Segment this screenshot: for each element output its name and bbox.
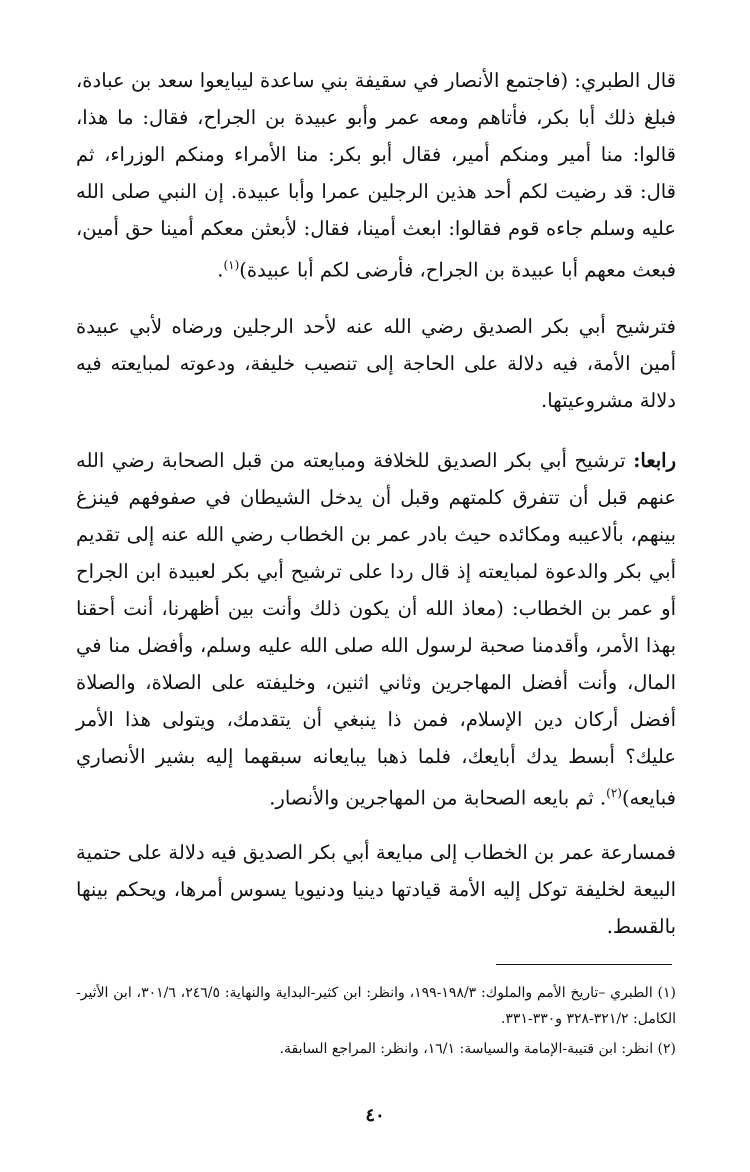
footnote-ref: (٢)	[606, 786, 622, 800]
footnote-ref: (١)	[223, 258, 240, 272]
paragraph-text: ترشيح أبي بكر الصديق للخلافة ومبايعته من قبل الصحابة رضي الله عنهم قبل أن تتفرق كلمتهم وقبل أن يدخل الشيطان في صفوفهم فينزغ بينهم، بألاعيبه ومكائده حيث بادر عمر بن الخطاب رضي الله عنه إلى تقديم أبي بكر والدعوة لمبايعته إذ قال ردا على ترشيح أبي بكر لعبيدة ابن الجراح أو عمر بن الخطاب: (معاذ الله أن يكون ذلك وأنت بين أظهرنا، أنت أحقنا بهذا الأمر، وأقدمنا صحبة لرسول الله صلى الله عليه وسلم، وأفضل منا في المال، وأنت أفضل المهاجرين وثاني اثنين، وخليفته على الصلاة، والصلاة أفضل أركان دين الإسلام، فمن ذا ينبغي أن يتقدمك، ويتولى هذا الأمر عليك؟ أبسط يدك أبايعك، فلما ذهبا يبايعانه سبقهما إليه بشير الأنصاري فبايعه)	[76, 449, 676, 810]
footnote-1: (١) الطبري –تاريخ الأمم والملوك: ١٩٨/٣-١٩٩، وانظر: ابن كثير-البداية والنهاية: ٢٤٦/٥، ٣٠١/٦، ابن الأثير-الكامل: ٣٢١/٢-٣٢٨ و٣٣٠-٣٣١.	[76, 985, 676, 1027]
paragraph-conclusion	[76, 834, 676, 945]
footnote-divider	[496, 964, 672, 965]
paragraph-label: رابعا:	[633, 449, 676, 472]
paragraph-tabari-quote: قال الطبري: (فاجتمع الأنصار في سقيفة بني ساعدة ليبايعوا سعد بن عبادة، فبلغ ذلك أبا بكر، فأتاهم ومعه عمر وأبو عبيدة بن الجراح، فقال: ما هذا، قالوا: منا أمير ومنكم أمير، فقال أبو بكر: منا الأمراء ومنكم الوزراء، ثم قال: قد رضيت لكم أحد هذين الرجلين عمرا وأبا عبيدة. إن النبي صلى الله عليه وسلم جاءه قوم فقالوا: ابعث أمينا، فقال: لأبعثن معكم أمينا حق أمين، فبعث معهم أبا عبيدة بن الجراح، فأرضى لكم أبا عبيدة)$^{(١)}$.	[76, 69, 676, 282]
paragraph-nomination	[76, 308, 676, 419]
footnotes	[76, 980, 676, 1066]
paragraph-text: فمسارعة عمر بن الخطاب إلى مبايعة أبي بكر الصديق فيه دلالة على حتمية البيعة لخليفة توكل إليه الأمة قيادتها دينيا ودنيويا يسوس أمرها، ويحكم بينها بالقسط.	[76, 841, 676, 938]
paragraph-fourth	[76, 442, 676, 817]
footnote-2: (٢) انظر: ابن قتيبة-الإمامة والسياسة: ١٦/١، وانظر: المراجع السابقة.	[279, 1041, 676, 1057]
page-number: ٤٠	[365, 1105, 385, 1126]
paragraph-text: فترشيح أبي بكر الصديق رضي الله عنه لأحد الرجلين ورضاه لأبي عبيدة أمين الأمة، فيه دلالة على الحاجة إلى تنصيب خليفة، ودعوته لمبايعته فيه دلالة مشروعيتها.	[76, 315, 676, 412]
paragraph-text: قال الطبري: (فاجتمع الأنصار في سقيفة بني ساعدة ليبايعوا سعد بن عبادة، فبلغ ذلك أبا بكر، فأتاهم ومعه عمر وأبو عبيدة بن الجراح، فقال: ما هذا، قالوا: منا أمير ومنكم أمير، فقال أبو بكر: منا الأمراء ومنكم الوزراء، ثم قال: قد رضيت لكم أحد هذين الرجلين عمرا وأبا عبيدة. إن النبي صلى الله عليه وسلم جاءه قوم فقالوا: ابعث أمينا، فقال: لأبعثن معكم أمينا حق أمين، فبعث معهم أبا عبيدة بن الجراح، فأرضى لكم أبا عبيدة)	[76, 69, 676, 282]
paragraph-tail: . ثم بايعه الصحابة من المهاجرين والأنصار.	[269, 786, 607, 810]
